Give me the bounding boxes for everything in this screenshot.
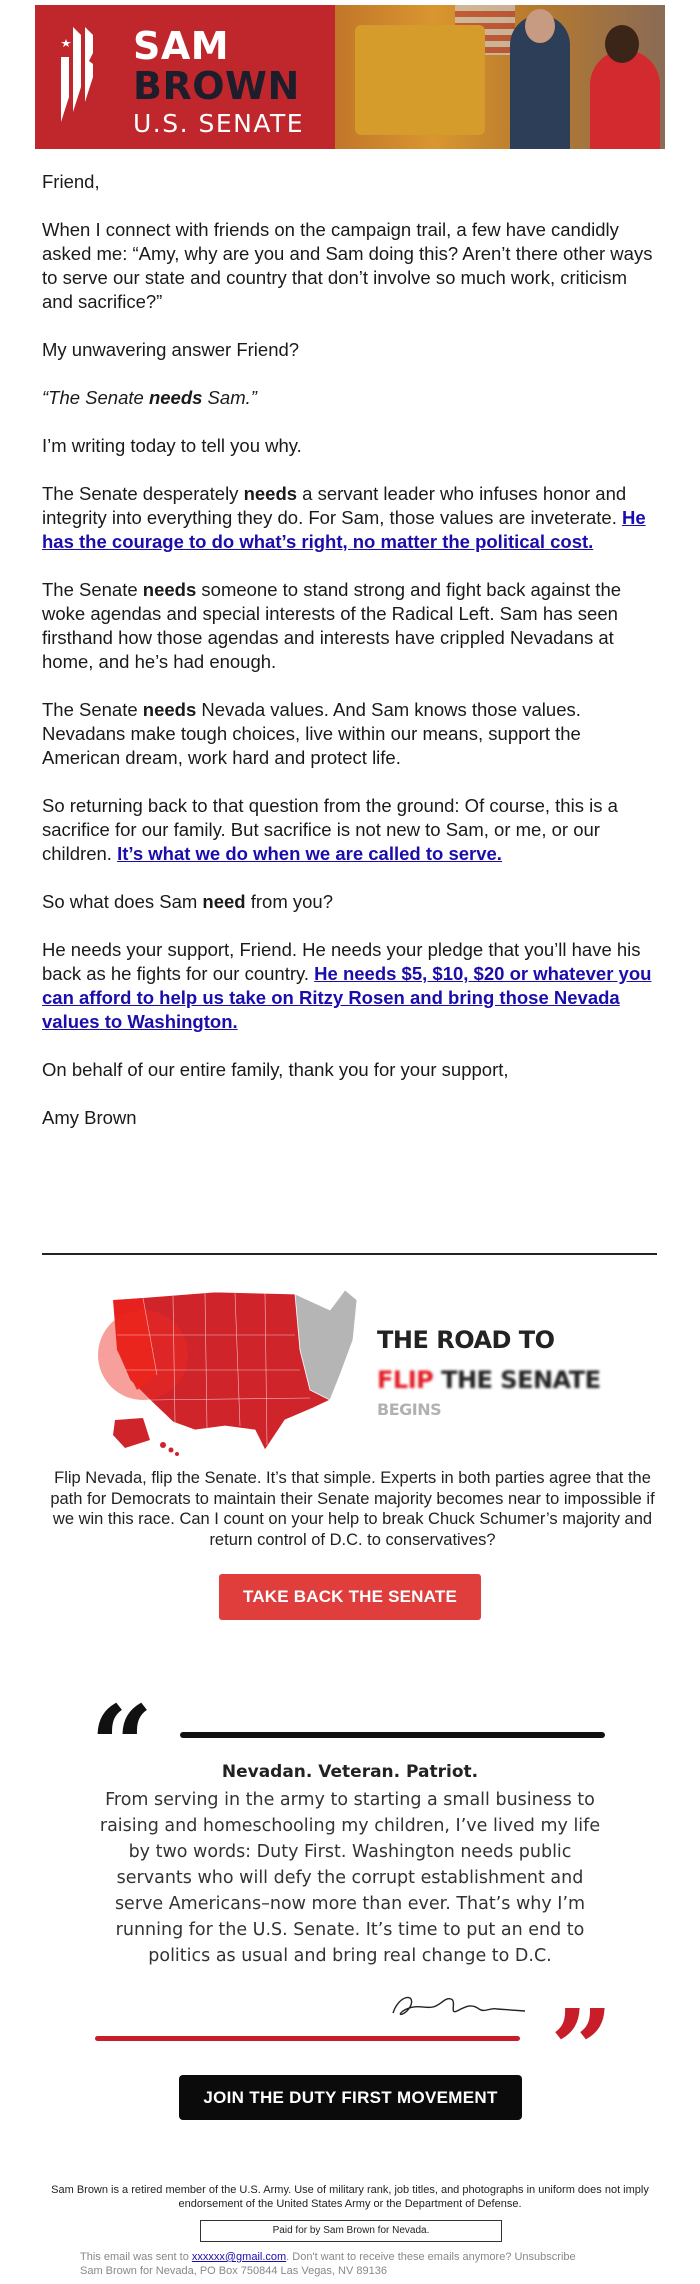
- logo-line-3: U.S. SENATE: [133, 109, 305, 138]
- paragraph-7: [42, 698, 662, 770]
- p6-bold: needs: [142, 579, 197, 600]
- p6-pre: The Senate: [42, 579, 143, 600]
- spouse-head: [605, 25, 639, 63]
- p3-pre: “The Senate: [42, 387, 149, 408]
- donate-link[interactable]: He needs $5, $10, $20 or whatever you can afford to help us take on Ritzy Rosen and bring those Nevada values to Washington.: [42, 963, 652, 1032]
- greeting: Friend,: [42, 171, 100, 192]
- p5-bold: needs: [243, 483, 298, 504]
- quote-title: Nevadan. Veteran. Patriot.: [221, 1762, 479, 1782]
- close-quote-icon: ”: [550, 1985, 614, 2114]
- p8-pre: So returning back to that question from the ground: Of course, this is a sacrifice for our family. But sacrifice is not new to Sam, or me, or our children.: [42, 795, 618, 864]
- section-divider: [42, 1253, 657, 1255]
- signature-image: [385, 1985, 535, 2025]
- p7-post: Nevada values. And Sam knows those values. Nevadans make tough choices, live within our means, support the American dream, work hard and protect life.: [42, 699, 581, 768]
- campaign-logo-icon: [57, 27, 105, 127]
- p10-pre: He needs your support, Friend. He needs your pledge that you’ll have his back as he fights for our country.: [42, 939, 641, 984]
- campaign-logo-text: [133, 24, 305, 138]
- join-duty-first-button[interactable]: JOIN THE DUTY FIRST MOVEMENT: [179, 2075, 522, 2120]
- quote-bottom-line: [95, 2036, 520, 2041]
- fire-truck-image: [355, 25, 485, 135]
- paragraph-11: On behalf of our entire family, thank you for your support,: [42, 1059, 509, 1080]
- p5-mid: a servant leader who infuses honor and integrity into everything they do. For Sam, those values are inveterate.: [42, 483, 627, 528]
- unsubscribe-text[interactable]: . Don't want to receive these emails anymore? Unsubscribe: [286, 2251, 576, 2263]
- paragraph-3: [42, 386, 662, 410]
- road-to-flip-heading: [377, 1320, 601, 1420]
- logo-line-1: SAM: [133, 24, 230, 68]
- recipient-email-link[interactable]: xxxxxx@gmail.com: [191, 2251, 287, 2263]
- us-map-image: [95, 1280, 375, 1460]
- mailing-address: Sam Brown for Nevada, PO Box 750844 Las Vegas, NV 89136: [80, 2265, 387, 2277]
- p6-post: someone to stand strong and fight back against the woke agendas and special interests of the Radical Left. Sam has seen firsthand how those agendas and interests have crippled Nevadans at home, and he’s had enough.: [42, 579, 622, 672]
- paragraph-8: [42, 794, 662, 866]
- paragraph-4: I’m writing today to tell you why.: [42, 435, 302, 456]
- p9-pre: So what does Sam: [42, 891, 203, 912]
- paid-for-box: Paid for by Sam Brown for Nevada.: [200, 2220, 502, 2242]
- road-the: THE: [433, 1366, 493, 1394]
- candidate-head: [525, 9, 555, 43]
- road-line-1: THE ROAD TO: [377, 1326, 555, 1354]
- email-footer: [80, 2250, 640, 2278]
- quote-body: From serving in the army to starting a small business to raising and homeschooling my children, I’ve lived my life by two words: Duty First. Washington needs public servants who will defy the corrupt establishment and serve Americans–now more than ever. That’s why I’m running for the U.S. Senate. It’s time to put an end to politics as usual and bring real change to D.C.: [99, 1790, 601, 1966]
- p5-pre: The Senate desperately: [42, 483, 244, 504]
- called-to-serve-link[interactable]: It’s what we do when we are called to serve.: [117, 843, 502, 864]
- campaign-photo: [335, 5, 665, 149]
- flip-senate-graphic[interactable]: [95, 1280, 615, 1460]
- letter-body: [42, 170, 662, 1154]
- flip-nevada-text: Flip Nevada, flip the Senate. It’s that simple. Experts in both parties agree that the path for Democrats to maintain their Senate majority becomes near to impossible if we win this race. Can I count on your help to break Chuck Schumer’s majority and return control of D.C. to conservatives?: [50, 1469, 655, 1549]
- paragraph-6: [42, 578, 662, 674]
- road-senate: SENATE: [492, 1366, 601, 1394]
- p9-post: from you?: [245, 891, 334, 912]
- header-banner[interactable]: [35, 5, 665, 149]
- paragraph-9: [42, 890, 662, 914]
- paragraph-5: [42, 482, 662, 554]
- p9-bold: need: [202, 891, 246, 912]
- logo-line-2: BROWN: [133, 64, 300, 108]
- p7-pre: The Senate: [42, 699, 143, 720]
- courage-link[interactable]: He has the courage to do what’s right, no matter the political cost.: [42, 507, 646, 552]
- paragraph-1: When I connect with friends on the campaign trail, a few have candidly asked me: “Amy, why are you and Sam doing this? Aren’t there other ways to serve our state and country that don’t involve so much work, criticism and sacrifice?”: [42, 219, 653, 312]
- paragraph-2: My unwavering answer Friend?: [42, 339, 300, 360]
- spouse-figure: [590, 50, 660, 149]
- road-flip: FLIP: [377, 1366, 434, 1394]
- paragraph-10: [42, 938, 662, 1034]
- p7-bold: needs: [142, 699, 197, 720]
- open-quote-icon: “: [90, 1681, 154, 1810]
- road-begins: BEGINS: [377, 1400, 442, 1419]
- quote-top-line: [180, 1732, 605, 1738]
- p3-post: Sam.”: [202, 387, 257, 408]
- military-disclaimer: Sam Brown is a retired member of the U.S. Army. Use of military rank, job titles, and photographs in uniform does not imply endorsement of the United States Army or the Department of Defense.: [51, 2184, 649, 2210]
- p3-bold: needs: [148, 387, 203, 408]
- signoff: Amy Brown: [42, 1107, 137, 1128]
- sent-to-text: This email was sent to: [80, 2251, 192, 2263]
- take-back-senate-button[interactable]: TAKE BACK THE SENATE: [219, 1574, 481, 1620]
